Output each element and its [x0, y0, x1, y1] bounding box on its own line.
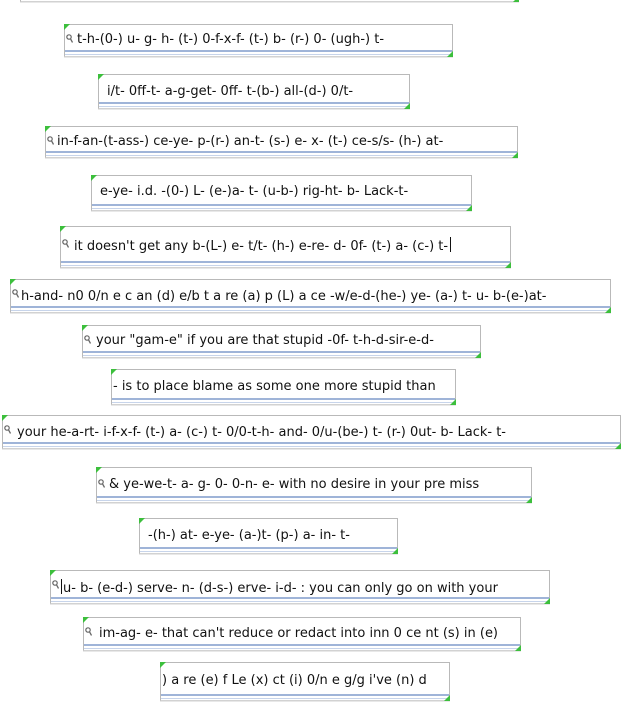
text-field-12-value: [61, 579, 543, 598]
text-field-12-text: u- b- (e-d-) serve- n- (d-s-) erve- i-d- : you can only go on with your: [63, 581, 498, 596]
text-field-14[interactable]: [160, 662, 450, 701]
text-field-5-text: it doesn't get any b-(L-) e- t/t- (h-) e-re- d- 0f- (t-) a- (c-) t-: [74, 239, 449, 254]
text-field-10-value: & ye-we-t- a- g- 0- 0-n- e- with no desire in your pre miss: [109, 477, 480, 492]
text-field-3[interactable]: [45, 126, 518, 158]
magnifier-icon: [62, 239, 69, 248]
text-cursor: [450, 237, 451, 252]
text-field-8-value: - is to place blame as some one more stupid than: [113, 379, 436, 394]
text-field-11-value: -(h-) at- e-ye- (a-)t- (p-) a- in- t-: [148, 528, 350, 543]
text-field-7-value: your "gam-e" if you are that stupid -0f- t-h-d-sir-e-d-: [96, 333, 434, 348]
text-field-2-value: i/t- 0ff-t- a-g-get- 0ff- t-(b-) all-(d-) 0/t-: [107, 84, 354, 99]
text-field-1[interactable]: [64, 24, 453, 57]
text-field-11[interactable]: [139, 518, 398, 554]
partial-text-field-top[interactable]: [20, 0, 519, 2]
text-field-4-value: e-ye- i.d. -(0-) L- (e-)a- t- (u-b-) rig-ht- b- Lack-t-: [100, 184, 409, 199]
text-field-5-value: [74, 237, 504, 256]
magnifier-icon: [98, 479, 105, 488]
text-field-3-value: in-f-an-(t-ass-) ce-ye- p-(r-) an-t- (s-) e- x- (t-) ce-s/s- (h-) at-: [57, 134, 444, 149]
magnifier-icon: [85, 627, 92, 636]
magnifier-icon: [4, 425, 11, 434]
text-field-1-value: t-h-(0-) u- g- h- (t-) 0-f-x-f- (t-) b- (r-) 0- (ugh-) t-: [77, 32, 385, 47]
magnifier-icon: [66, 34, 73, 43]
text-field-8[interactable]: [111, 369, 456, 405]
text-field-5[interactable]: [60, 226, 511, 268]
text-field-2[interactable]: [98, 74, 410, 109]
text-field-9[interactable]: [2, 415, 621, 449]
text-field-6[interactable]: [10, 279, 611, 313]
magnifier-icon: [52, 580, 59, 589]
text-field-14-value: ) a re (e) f Le (x) ct (i) 0/n e g/g i've (n) d: [162, 673, 427, 688]
magnifier-icon: [84, 335, 91, 344]
text-field-6-value: h-and- n0 0/n e c an (d) e/b t a re (a) p (L) a ce -w/e-d-(he-) ye- (a-) t- u- b-(e-)at-: [21, 289, 547, 304]
text-field-13-value: im-ag- e- that can't reduce or redact into inn 0 ce nt (s) in (e): [99, 626, 499, 641]
text-field-13[interactable]: [83, 617, 521, 651]
text-field-7[interactable]: [82, 325, 481, 358]
text-field-10[interactable]: [96, 467, 532, 503]
magnifier-icon: [47, 136, 54, 145]
text-field-4[interactable]: [91, 175, 472, 211]
text-cursor: [61, 579, 62, 594]
text-field-12[interactable]: [50, 570, 550, 604]
text-field-9-value: your he-a-rt- i-f-x-f- (t-) a- (c-) t- 0/0-t-h- and- 0/u-(be-) t- (r-) 0ut- b- Lack- t-: [17, 425, 506, 440]
magnifier-icon: [12, 289, 19, 298]
